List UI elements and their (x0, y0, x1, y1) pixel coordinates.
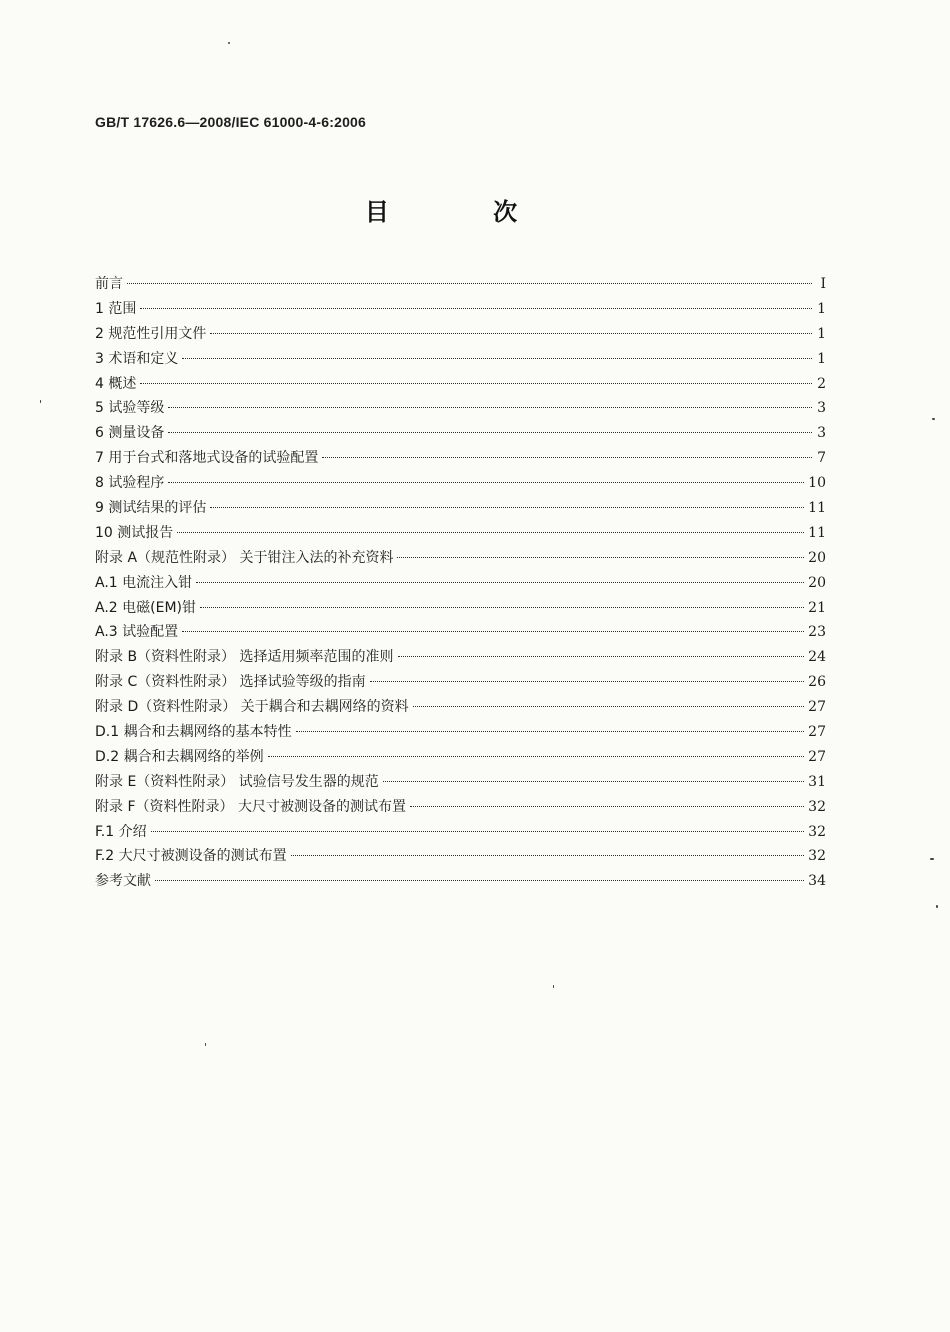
toc-entry-page: 26 (808, 674, 826, 691)
toc-entry-label: 5 试验等级 (95, 400, 165, 417)
toc-dot-leader (196, 582, 804, 583)
toc-entry-label: D.2 耦合和去耦网络的举例 (95, 748, 264, 765)
toc-entry-label: F.1 介绍 (95, 823, 147, 840)
toc-entry-label: 前言 (95, 276, 123, 292)
toc-entry (95, 496, 826, 521)
toc-entry-page: 32 (808, 823, 826, 840)
toc-entry-label: A.2 电磁(EM)钳 (95, 599, 196, 616)
standard-number-header: GB/T 17626.6—2008/IEC 61000-4-6:2006 (95, 114, 367, 130)
toc-dot-leader (210, 333, 812, 334)
scan-speck (932, 418, 935, 420)
toc-entry-page: 24 (808, 649, 826, 666)
toc-entry (95, 446, 826, 471)
toc-entry (95, 521, 826, 546)
toc-entry-label: F.2 大尺寸被测设备的测试布置 (95, 848, 287, 865)
toc-entry-page: 10 (808, 475, 826, 492)
toc-entry (95, 297, 826, 322)
toc-entry-page: 27 (808, 748, 826, 765)
toc-dot-leader (383, 781, 804, 782)
scan-speck (553, 985, 554, 988)
toc-dot-leader (177, 532, 804, 533)
toc-entry (95, 770, 826, 795)
toc-entry-label: 参考文献 (95, 873, 151, 890)
toc-dot-leader (398, 656, 805, 657)
toc-entry-page: 21 (808, 599, 826, 616)
toc-entry-page: 27 (808, 699, 826, 716)
toc-entry (95, 745, 826, 770)
scan-speck (936, 905, 938, 908)
toc-entry (95, 670, 826, 695)
toc-entry-label: 1 范围 (95, 300, 137, 317)
toc-entry (95, 645, 826, 670)
table-of-contents (95, 272, 826, 894)
toc-dot-leader (200, 607, 804, 608)
toc-dot-leader (413, 706, 804, 707)
toc-entry-page: 1 (817, 300, 826, 317)
toc-entry-page: 3 (817, 425, 826, 442)
toc-entry (95, 695, 826, 720)
toc-dot-leader (291, 855, 805, 856)
toc-entry-page: 27 (808, 724, 826, 741)
toc-dot-leader (296, 731, 805, 732)
toc-entry-label: 2 规范性引用文件 (95, 325, 207, 342)
scan-speck (205, 1043, 206, 1046)
toc-entry (95, 546, 826, 571)
toc-entry-page: 32 (808, 848, 826, 865)
toc-dot-leader (127, 283, 812, 284)
toc-dot-leader (182, 358, 812, 359)
toc-dot-leader (322, 457, 812, 458)
toc-entry (95, 596, 826, 621)
toc-entry (95, 322, 826, 347)
toc-dot-leader (168, 482, 804, 483)
toc-entry (95, 844, 826, 869)
toc-entry (95, 347, 826, 372)
toc-entry-label: 附录 B（资料性附录） 选择适用频率范围的准则 (95, 649, 394, 666)
toc-entry-label: A.1 电流注入钳 (95, 574, 193, 591)
toc-dot-leader (370, 681, 804, 682)
toc-entry-page: 11 (808, 500, 826, 517)
toc-entry-label: A.3 试验配置 (95, 624, 179, 641)
scan-speck (40, 400, 41, 403)
toc-entry-label: 8 试验程序 (95, 475, 165, 492)
toc-entry-page: 7 (817, 450, 826, 467)
toc-dot-leader (397, 557, 804, 558)
toc-entry (95, 620, 826, 645)
toc-entry-label: 9 测试结果的评估 (95, 500, 207, 517)
toc-dot-leader (155, 880, 804, 881)
toc-entry-page: 11 (808, 524, 826, 541)
toc-entry-label: 7 用于台式和落地式设备的试验配置 (95, 450, 319, 467)
toc-dot-leader (151, 831, 805, 832)
toc-entry-label: 附录 F（资料性附录） 大尺寸被测设备的测试布置 (95, 798, 406, 815)
scan-speck (228, 42, 230, 44)
toc-entry-page: 2 (817, 375, 826, 392)
toc-entry (95, 795, 826, 820)
toc-entry-page: 31 (808, 773, 826, 790)
toc-title: 目 次 (364, 198, 566, 226)
toc-entry-label: 3 术语和定义 (95, 350, 179, 367)
toc-entry (95, 820, 826, 845)
toc-entry-label: D.1 耦合和去耦网络的基本特性 (95, 724, 292, 741)
toc-entry-page: 20 (808, 549, 826, 566)
toc-entry-page: 3 (817, 400, 826, 417)
toc-entry-page: I (820, 276, 826, 292)
toc-entry-label: 6 测量设备 (95, 425, 165, 442)
toc-dot-leader (140, 308, 812, 309)
toc-entry-page: 1 (817, 325, 826, 342)
toc-entry-page: 34 (808, 873, 826, 890)
toc-dot-leader (268, 756, 805, 757)
toc-entry-label: 4 概述 (95, 375, 137, 392)
toc-entry (95, 272, 826, 297)
toc-dot-leader (168, 407, 812, 408)
toc-dot-leader (168, 432, 812, 433)
scan-speck (930, 858, 934, 860)
toc-entry-label: 附录 A（规范性附录） 关于钳注入法的补充资料 (95, 549, 394, 566)
toc-entry (95, 421, 826, 446)
toc-entry-label: 附录 C（资料性附录） 选择试验等级的指南 (95, 674, 366, 691)
toc-entry-page: 1 (817, 350, 826, 367)
toc-entry-label: 附录 E（资料性附录） 试验信号发生器的规范 (95, 773, 379, 790)
toc-entry-label: 10 测试报告 (95, 524, 174, 541)
toc-entry-page: 23 (808, 624, 826, 641)
toc-entry (95, 869, 826, 894)
toc-entry-page: 32 (808, 798, 826, 815)
toc-entry (95, 571, 826, 596)
toc-dot-leader (410, 806, 804, 807)
toc-entry-page: 20 (808, 574, 826, 591)
toc-entry-label: 附录 D（资料性附录） 关于耦合和去耦网络的资料 (95, 699, 409, 716)
toc-entry (95, 372, 826, 397)
toc-dot-leader (182, 631, 804, 632)
toc-dot-leader (210, 507, 804, 508)
toc-entry (95, 396, 826, 421)
toc-dot-leader (140, 383, 812, 384)
toc-entry (95, 720, 826, 745)
toc-entry (95, 471, 826, 496)
